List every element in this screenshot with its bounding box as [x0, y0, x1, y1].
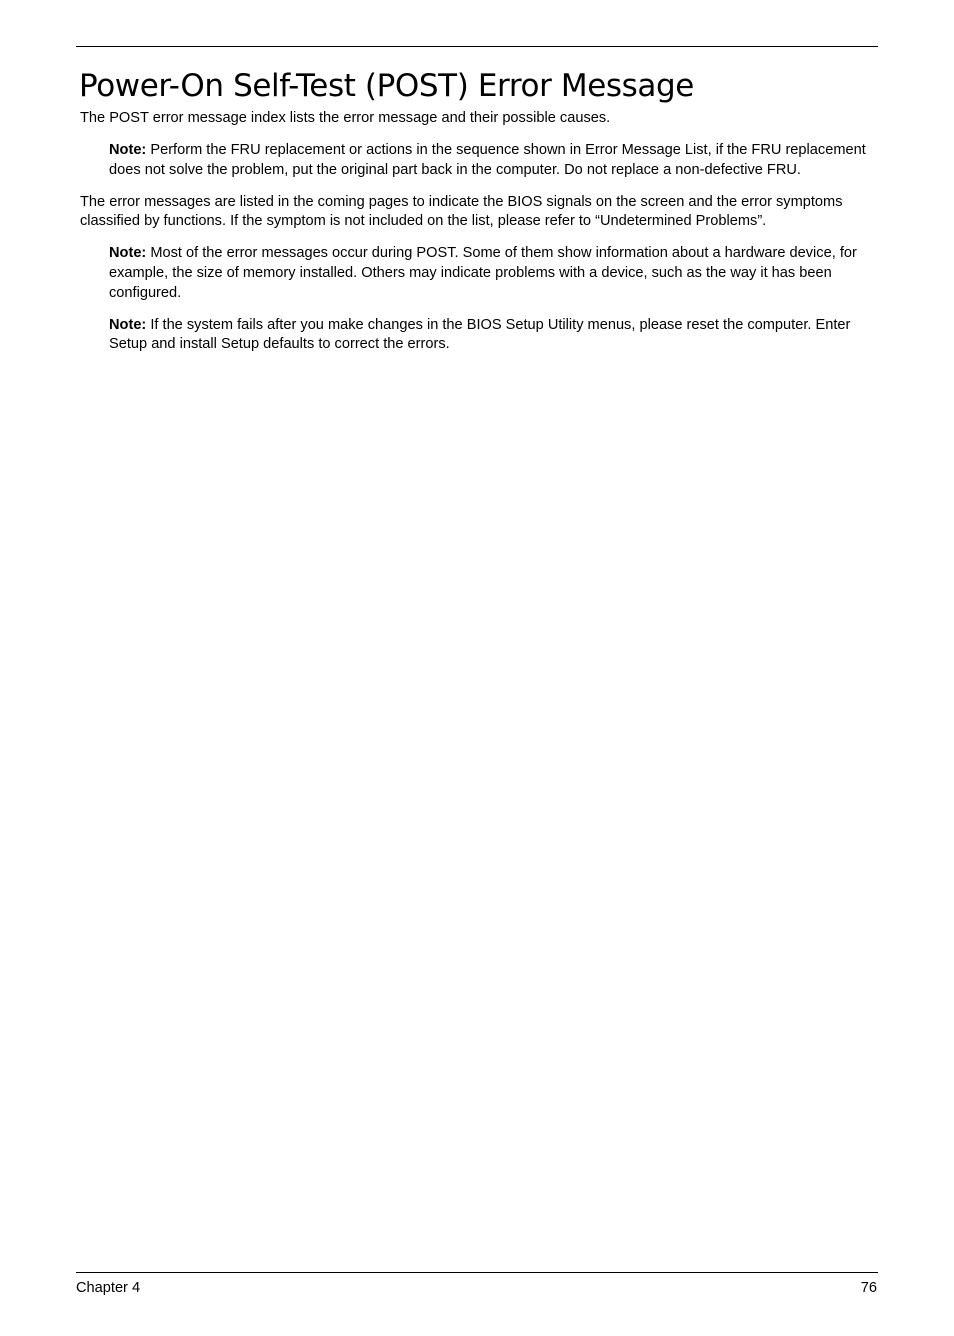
note-text: Perform the FRU replacement or actions in the sequence shown in Error Message List, if the FRU replacement does not solve the problem, put the original part back in the computer. Do not replace a non-defective FRU.	[109, 142, 866, 178]
note-fru-replacement	[109, 141, 876, 180]
header-rule	[76, 46, 878, 47]
note-label: Note:	[109, 316, 147, 333]
footer-page-number: 76	[860, 1280, 877, 1296]
note-text: If the system fails after you make changes in the BIOS Setup Utility menus, please reset the computer. Enter Setup and install Setup defaults to correct the errors.	[109, 316, 851, 353]
page-title: Power-On Self-Test (POST) Error Message	[79, 68, 694, 104]
note-label: Note:	[109, 142, 147, 159]
footer-chapter: Chapter 4	[76, 1280, 141, 1296]
body-paragraph: The error messages are listed in the coming pages to indicate the BIOS signals on the screen and the error symptoms classified by functions. If the symptom is not included on the list, please refer to “Undetermined Problems”.	[80, 193, 843, 230]
note-text: Most of the error messages occur during POST. Some of them show information about a hardware device, for example, the size of memory installed. Others may indicate problems with a device, such as the way it has been configured.	[109, 245, 857, 301]
note-post-messages	[109, 244, 876, 303]
note-label: Note:	[109, 245, 147, 262]
note-bios-setup	[109, 316, 876, 355]
page-content	[80, 109, 876, 367]
intro-paragraph: The POST error message index lists the error message and their possible causes.	[80, 110, 611, 126]
footer-rule	[76, 1272, 878, 1273]
